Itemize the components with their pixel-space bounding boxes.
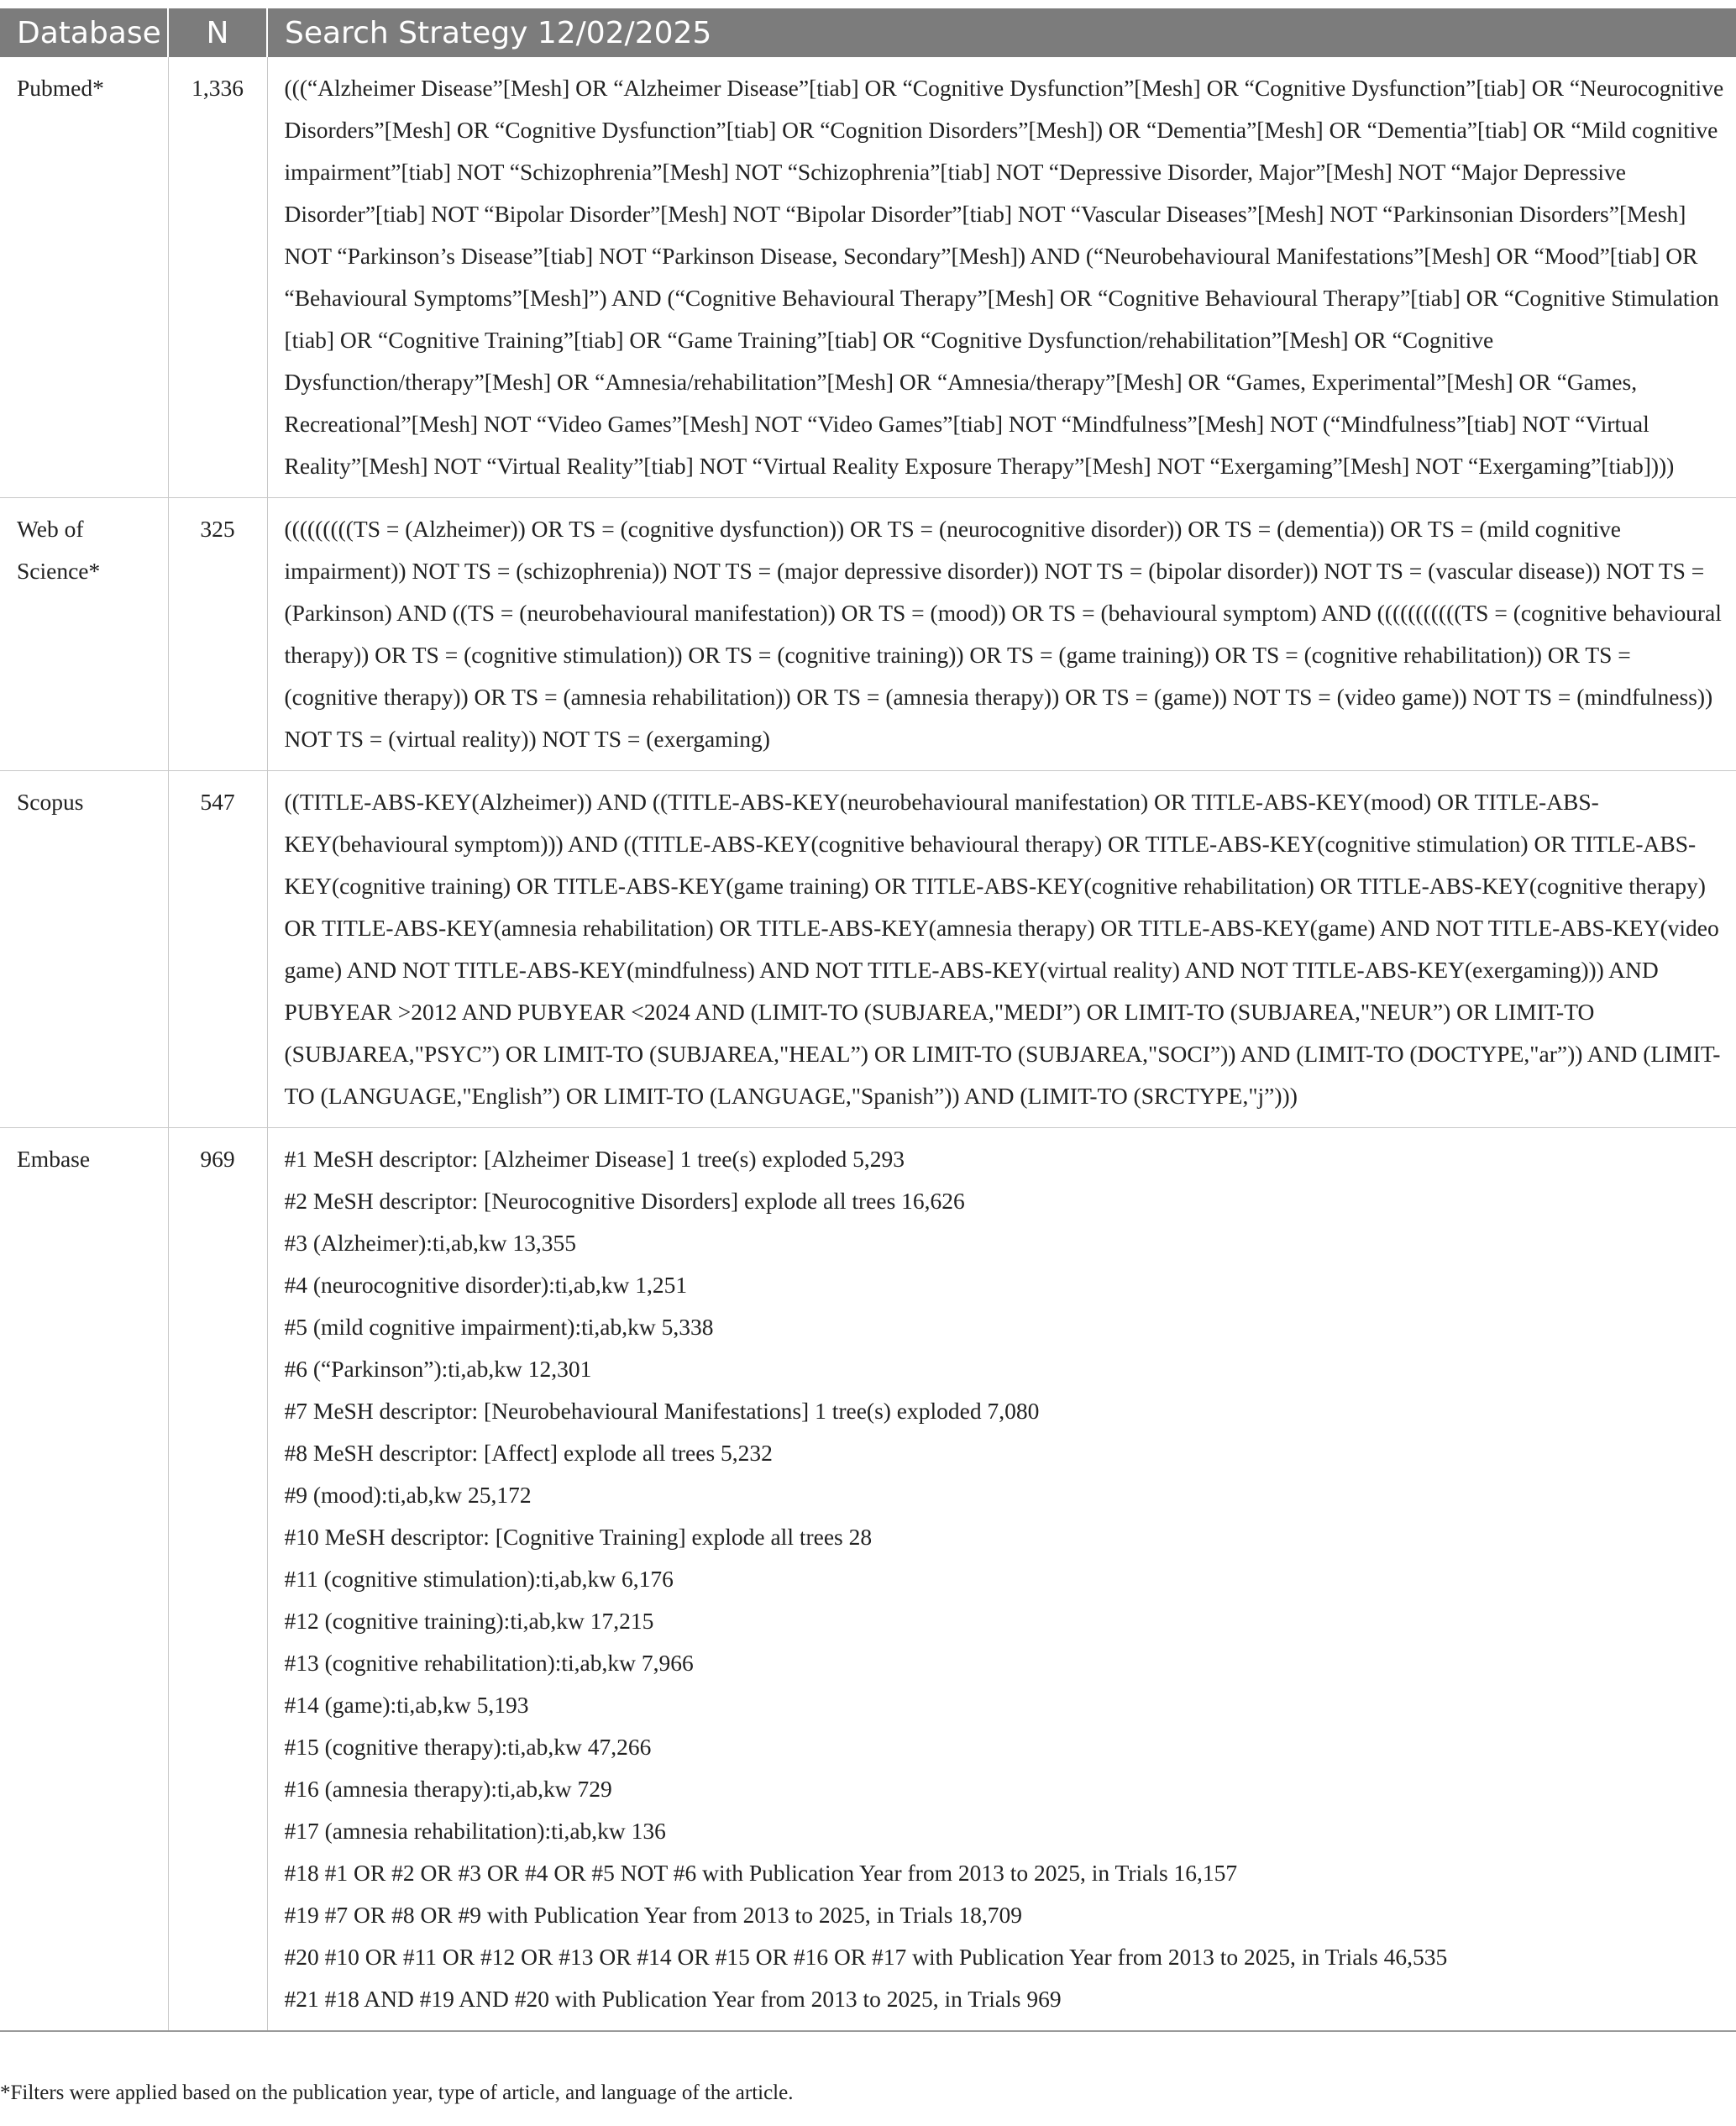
database-cell: Embase — [0, 1128, 168, 2032]
embase-line: #15 (cognitive therapy):ti,ab,kw 47,266 — [284, 1734, 652, 1760]
embase-line: #9 (mood):ti,ab,kw 25,172 — [284, 1482, 532, 1508]
table-row-scopus — [0, 771, 1736, 1128]
embase-line: #13 (cognitive rehabilitation):ti,ab,kw 7,966 — [284, 1650, 694, 1676]
table-row-embase — [0, 1128, 1736, 2032]
count-cell: 547 — [168, 771, 267, 1128]
database-cell: Web of Science* — [0, 498, 168, 771]
embase-line: #6 (“Parkinson”):ti,ab,kw 12,301 — [284, 1356, 592, 1382]
strategy-cell: (((((((((TS = (Alzheimer)) OR TS = (cognitive dysfunction)) OR TS = (neurocognitive disorder)) OR TS = (dementia)) OR TS = (mild cognitive impairment)) NOT TS = (schizophrenia)) NOT TS = (major depressive disorder)) NOT TS = (bipolar disorder)) NOT TS = (vascular disease)) NOT TS = (Parkinson) AND ((TS = (neurobehavioural manifestation)) OR TS = (mood)) OR TS = (behavioural symptom) AND (((((((((((TS = (cognitive behavioural therapy)) OR TS = (cognitive stimulation)) OR TS = (cognitive training)) OR TS = (game training)) OR TS = (cognitive rehabilitation)) OR TS = (cognitive therapy)) OR TS = (amnesia rehabilitation)) OR TS = (amnesia therapy)) OR TS = (game)) NOT TS = (video game)) NOT TS = (mindfulness)) NOT TS = (virtual reality)) NOT TS = (exergaming) — [267, 498, 1736, 771]
count-cell: 325 — [168, 498, 267, 771]
count-cell: 1,336 — [168, 57, 267, 498]
embase-line: #20 #10 OR #11 OR #12 OR #13 OR #14 OR #15 OR #16 OR #17 with Publication Year from 2013 to 2025, in Trials 46,535 — [284, 1944, 1448, 1970]
table-row-web-of-science — [0, 498, 1736, 771]
embase-line: #12 (cognitive training):ti,ab,kw 17,215 — [284, 1608, 654, 1634]
embase-line: #5 (mild cognitive impairment):ti,ab,kw 5,338 — [284, 1314, 714, 1340]
search-strategy-table — [0, 8, 1736, 2032]
table-row-pubmed — [0, 57, 1736, 498]
embase-line: #7 MeSH descriptor: [Neurobehavioural Manifestations] 1 tree(s) exploded 7,080 — [284, 1398, 1040, 1424]
embase-line: #10 MeSH descriptor: [Cognitive Training] explode all trees 28 — [284, 1524, 873, 1550]
strategy-cell: (((“Alzheimer Disease”[Mesh] OR “Alzheimer Disease”[tiab] OR “Cognitive Dysfunction”[Mesh] OR “Cognitive Dysfunction”[tiab] OR “Neurocognitive Disorders”[Mesh] OR “Cognitive Dysfunction”[tiab] OR “Cognition Disorders”[Mesh]) OR “Dementia”[Mesh] OR “Dementia”[tiab] OR “Mild cognitive impairment”[tiab] NOT “Schizophrenia”[Mesh] NOT “Schizophrenia”[tiab] NOT “Depressive Disorder, Major”[Mesh] NOT “Major Depressive Disorder”[tiab] NOT “Bipolar Disorder”[Mesh] NOT “Bipolar Disorder”[tiab] NOT “Vascular Diseases”[Mesh] NOT “Parkinsonian Disorders”[Mesh] NOT “Parkinson’s Disease”[tiab] NOT “Parkinson Disease, Secondary”[Mesh]) AND (“Neurobehavioural Manifestations”[Mesh] OR “Mood”[tiab] OR “Behavioural Symptoms”[Mesh]”) AND (“Cognitive Behavioural Therapy”[Mesh] OR “Cognitive Behavioural Therapy”[tiab] OR “Cognitive Stimulation [tiab] OR “Cognitive Training”[tiab] OR “Game Training”[tiab] OR “Cognitive Dysfunction/rehabilitation”[Mesh] OR “Cognitive Dysfunction/therapy”[Mesh] OR “Amnesia/rehabilitation”[Mesh] OR “Amnesia/therapy”[Mesh] OR “Games, Experimental”[Mesh] OR “Games, Recreational”[Mesh] NOT “Video Games”[Mesh] NOT “Video Games”[tiab] NOT “Mindfulness”[Mesh] NOT (“Mindfulness”[tiab] NOT “Virtual Reality”[Mesh] NOT “Virtual Reality”[tiab] NOT “Virtual Reality Exposure Therapy”[Mesh] NOT “Exergaming”[Mesh] NOT “Exergaming”[tiab]))) — [267, 57, 1736, 498]
header-row — [0, 8, 1736, 57]
embase-line: #21 #18 AND #19 AND #20 with Publication Year from 2013 to 2025, in Trials 969 — [284, 1986, 1062, 2012]
search-strategy-table-wrapper — [0, 8, 1736, 2032]
embase-line: #19 #7 OR #8 OR #9 with Publication Year from 2013 to 2025, in Trials 18,709 — [284, 1902, 1023, 1928]
embase-line: #18 #1 OR #2 OR #3 OR #4 OR #5 NOT #6 with Publication Year from 2013 to 2025, in Trials 16,157 — [284, 1860, 1238, 1886]
table-body — [0, 57, 1736, 2031]
count-cell: 969 — [168, 1128, 267, 2032]
header-n: N — [168, 8, 267, 57]
embase-line: #1 MeSH descriptor: [Alzheimer Disease] 1 tree(s) exploded 5,293 — [284, 1146, 905, 1172]
database-cell: Scopus — [0, 771, 168, 1128]
embase-line: #11 (cognitive stimulation):ti,ab,kw 6,176 — [284, 1566, 674, 1592]
strategy-cell: ((TITLE-ABS-KEY(Alzheimer)) AND ((TITLE-ABS-KEY(neurobehavioural manifestation) OR TITLE-ABS-KEY(mood) OR TITLE-ABS-KEY(behavioural symptom))) AND ((TITLE-ABS-KEY(cognitive behavioural therapy) OR TITLE-ABS-KEY(cognitive stimulation) OR TITLE-ABS-KEY(cognitive training) OR TITLE-ABS-KEY(game training) OR TITLE-ABS-KEY(cognitive rehabilitation) OR TITLE-ABS-KEY(cognitive therapy) OR TITLE-ABS-KEY(amnesia rehabilitation) OR TITLE-ABS-KEY(amnesia therapy) OR TITLE-ABS-KEY(game) AND NOT TITLE-ABS-KEY(video game) AND NOT TITLE-ABS-KEY(mindfulness) AND NOT TITLE-ABS-KEY(virtual reality) AND NOT TITLE-ABS-KEY(exergaming))) AND PUBYEAR >2012 AND PUBYEAR <2024 AND (LIMIT-TO (SUBJAREA,"MEDI”) OR LIMIT-TO (SUBJAREA,"NEUR”) OR LIMIT-TO (SUBJAREA,"PSYC”) OR LIMIT-TO (SUBJAREA,"HEAL”) OR LIMIT-TO (SUBJAREA,"SOCI”)) AND (LIMIT-TO (DOCTYPE,"ar”)) AND (LIMIT-TO (LANGUAGE,"English”) OR LIMIT-TO (LANGUAGE,"Spanish”)) AND (LIMIT-TO (SRCTYPE,"j”))) — [267, 771, 1736, 1128]
embase-line: #3 (Alzheimer):ti,ab,kw 13,355 — [284, 1230, 576, 1256]
header-database: Database — [0, 8, 168, 57]
embase-line: #17 (amnesia rehabilitation):ti,ab,kw 136 — [284, 1818, 666, 1844]
embase-line: #2 MeSH descriptor: [Neurocognitive Disorders] explode all trees 16,626 — [284, 1188, 965, 1214]
header-search-strategy: Search Strategy 12/02/2025 — [267, 8, 1736, 57]
database-cell: Pubmed* — [0, 57, 168, 498]
embase-line: #14 (game):ti,ab,kw 5,193 — [284, 1692, 529, 1718]
embase-line: #4 (neurocognitive disorder):ti,ab,kw 1,251 — [284, 1272, 688, 1298]
embase-line: #8 MeSH descriptor: [Affect] explode all trees 5,232 — [284, 1440, 773, 1466]
strategy-cell — [267, 1128, 1736, 2032]
table-header — [0, 8, 1736, 57]
embase-line: #16 (amnesia therapy):ti,ab,kw 729 — [284, 1776, 612, 1802]
table-footnote: *Filters were applied based on the publication year, type of article, and language of the article. — [0, 2081, 794, 2104]
